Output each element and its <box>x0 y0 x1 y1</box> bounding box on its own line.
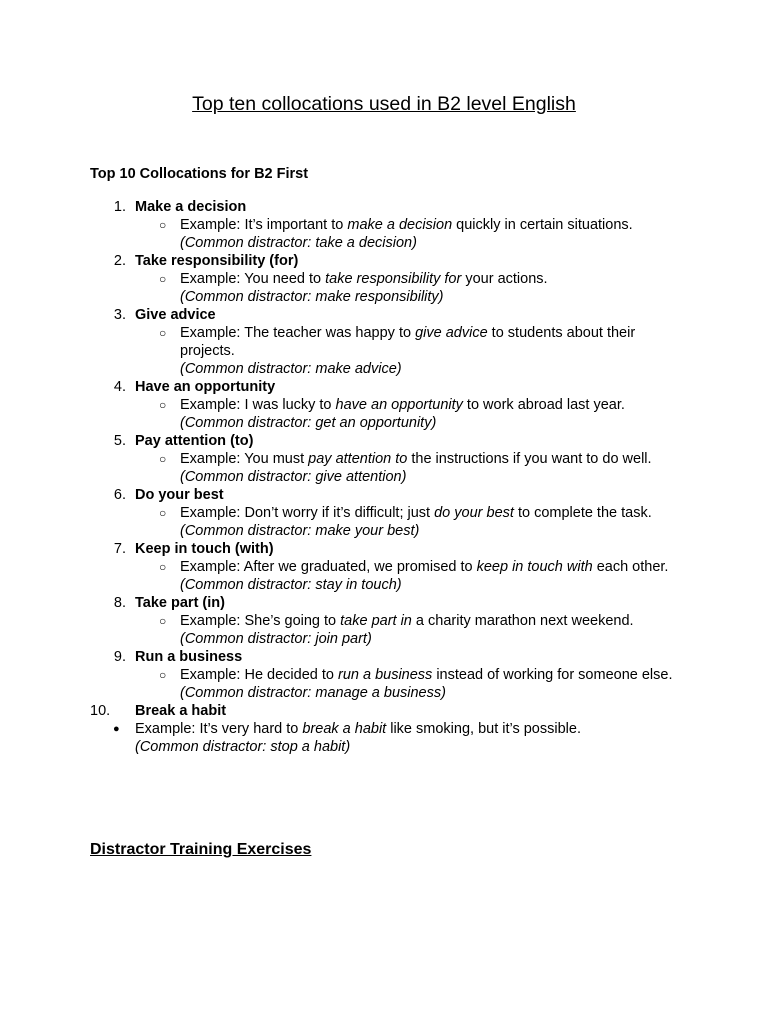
example-block <box>0 450 768 486</box>
item-number: 10. <box>90 703 111 719</box>
example-collocation: keep in touch with <box>476 559 593 575</box>
collocation-item <box>0 432 768 486</box>
common-distractor: (Common distractor: take a decision) <box>180 235 417 251</box>
collocation-item <box>0 594 768 648</box>
example-text: Example: I was lucky to <box>180 397 336 413</box>
example-collocation: have an opportunity <box>335 397 463 413</box>
collocation-item <box>0 252 768 306</box>
example-sentence <box>180 612 678 630</box>
collocation-heading: Give advice <box>135 307 216 323</box>
collocation-item <box>0 540 768 594</box>
collocation-heading: Take part (in) <box>135 595 225 611</box>
item-number: 2. <box>113 253 126 269</box>
example-block <box>0 720 768 756</box>
collocation-item <box>0 648 768 702</box>
hollow-circle-bullet-icon: ○ <box>159 668 167 682</box>
item-number: 1. <box>113 199 126 215</box>
section-heading-collocations: Top 10 Collocations for B2 First <box>90 166 309 182</box>
example-block <box>0 504 768 540</box>
common-distractor: (Common distractor: get an opportunity) <box>180 415 437 431</box>
example-sentence <box>180 216 678 234</box>
collocation-heading: Break a habit <box>135 703 227 719</box>
example-block <box>0 612 768 648</box>
hollow-circle-bullet-icon: ○ <box>159 506 167 520</box>
common-distractor: (Common distractor: join part) <box>180 631 372 647</box>
common-distractor: (Common distractor: manage a business) <box>180 685 446 701</box>
common-distractor: (Common distractor: give attention) <box>180 469 407 485</box>
collocation-list <box>0 198 768 756</box>
example-sentence <box>180 324 678 360</box>
hollow-circle-bullet-icon: ○ <box>159 218 167 232</box>
example-text-end: the instructions if you want to do well. <box>407 451 652 467</box>
example-text: Example: The teacher was happy to <box>180 325 416 341</box>
document-title: Top ten collocations used in B2 level English <box>192 93 576 115</box>
hollow-circle-bullet-icon: ○ <box>159 560 167 574</box>
example-block <box>0 558 768 594</box>
example-text: Example: It’s important to <box>180 217 348 233</box>
collocation-item <box>0 486 768 540</box>
example-text-end: to students about their projects. <box>180 325 636 359</box>
hollow-circle-bullet-icon: ○ <box>159 326 167 340</box>
collocation-heading: Do your best <box>135 487 224 503</box>
example-text: Example: She’s going to <box>180 613 341 629</box>
common-distractor: (Common distractor: make your best) <box>180 523 420 539</box>
item-number: 9. <box>113 649 126 665</box>
example-sentence <box>180 666 678 684</box>
common-distractor: (Common distractor: stay in touch) <box>180 577 402 593</box>
example-sentence <box>180 558 678 576</box>
example-block <box>0 270 768 306</box>
example-text: Example: After we graduated, we promised to <box>180 559 477 575</box>
example-collocation: pay attention to <box>308 451 408 467</box>
hollow-circle-bullet-icon: ○ <box>159 452 167 466</box>
example-sentence <box>180 450 678 468</box>
example-text: Example: You need to <box>180 271 326 287</box>
example-block <box>0 396 768 432</box>
collocation-item <box>0 198 768 252</box>
item-number: 8. <box>113 595 126 611</box>
example-text-end: to work abroad last year. <box>462 397 625 413</box>
example-text: Example: It’s very hard to <box>135 721 303 737</box>
example-collocation: do your best <box>434 505 514 521</box>
section-heading-distractor-training: Distractor Training Exercises <box>90 841 312 858</box>
example-text-end: each other. <box>592 559 669 575</box>
common-distractor: (Common distractor: make responsibility) <box>180 289 444 305</box>
hollow-circle-bullet-icon: ○ <box>159 398 167 412</box>
filled-circle-bullet-icon: ● <box>113 723 120 735</box>
example-block <box>0 324 768 378</box>
item-number: 6. <box>113 487 126 503</box>
item-number: 5. <box>113 433 126 449</box>
example-collocation: run a business <box>337 667 433 683</box>
example-text: Example: Don’t worry if it’s difficult; just <box>180 505 435 521</box>
item-number: 3. <box>113 307 126 323</box>
example-text-end: instead of working for someone else. <box>432 667 673 683</box>
example-text: Example: You must <box>180 451 309 467</box>
collocation-heading: Pay attention (to) <box>135 433 254 449</box>
common-distractor: (Common distractor: stop a habit) <box>135 739 351 755</box>
collocation-heading: Keep in touch (with) <box>135 541 274 557</box>
example-sentence <box>180 504 678 522</box>
item-number: 7. <box>113 541 126 557</box>
common-distractor: (Common distractor: make advice) <box>180 361 402 377</box>
item-number: 4. <box>113 379 126 395</box>
example-collocation: take responsibility for <box>325 271 462 287</box>
collocation-item <box>0 702 768 756</box>
collocation-item <box>0 306 768 378</box>
example-text-end: like smoking, but it’s possible. <box>386 721 581 737</box>
example-collocation: break a habit <box>302 721 387 737</box>
collocation-heading: Have an opportunity <box>135 379 276 395</box>
collocation-item <box>0 378 768 432</box>
collocation-heading: Make a decision <box>135 199 247 215</box>
example-block <box>0 216 768 252</box>
example-sentence <box>180 270 678 288</box>
example-collocation: take part in <box>340 613 412 629</box>
example-collocation: make a decision <box>347 217 453 233</box>
example-text-end: quickly in certain situations. <box>452 217 633 233</box>
example-text-end: your actions. <box>461 271 548 287</box>
collocation-heading: Take responsibility (for) <box>135 253 299 269</box>
example-collocation: give advice <box>415 325 488 341</box>
example-sentence <box>180 396 678 414</box>
example-text-end: a charity marathon next weekend. <box>411 613 634 629</box>
example-text-end: to complete the task. <box>513 505 652 521</box>
example-block <box>0 666 768 702</box>
hollow-circle-bullet-icon: ○ <box>159 614 167 628</box>
hollow-circle-bullet-icon: ○ <box>159 272 167 286</box>
collocation-heading: Run a business <box>135 649 243 665</box>
example-sentence <box>135 720 678 738</box>
example-text: Example: He decided to <box>180 667 338 683</box>
